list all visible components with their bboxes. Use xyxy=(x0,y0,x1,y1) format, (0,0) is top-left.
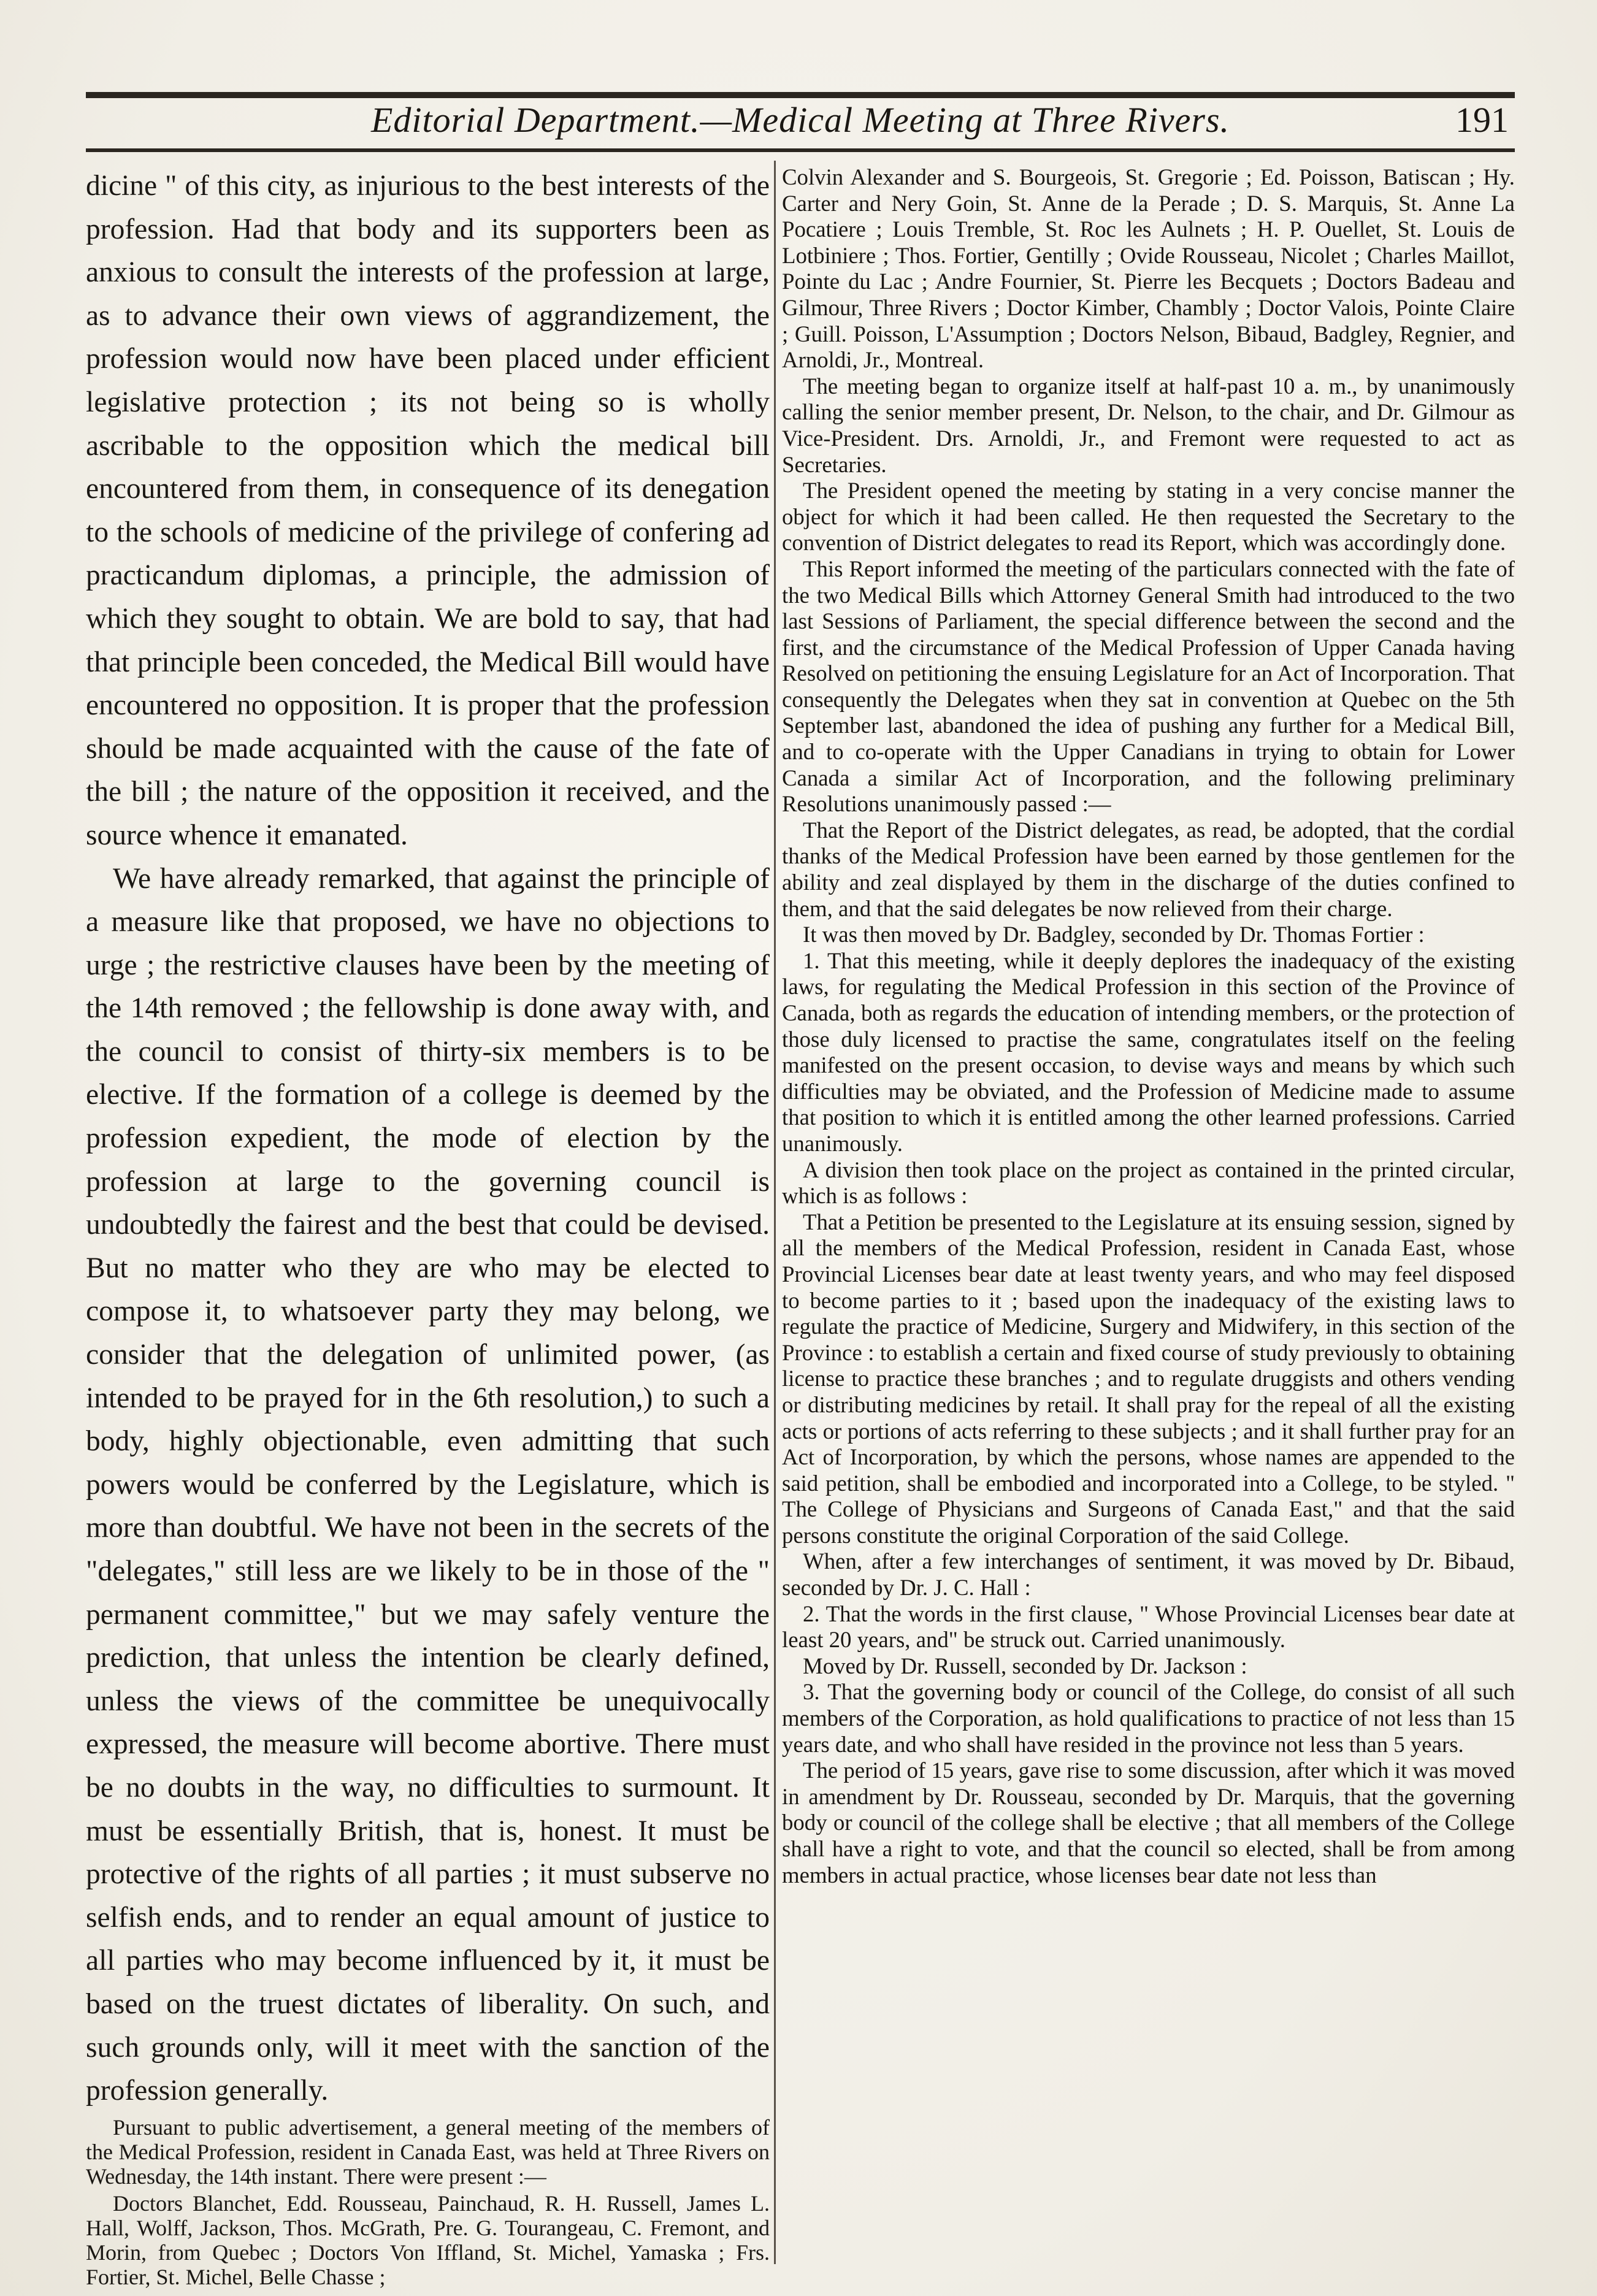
column-divider xyxy=(774,161,776,2264)
right-paragraph: When, after a few interchanges of sentiment, it was moved by Dr. Bibaud, seconded by Dr. J. C. Hall : xyxy=(782,1548,1515,1601)
right-paragraph: The period of 15 years, gave rise to some discussion, after which it was moved in amendment by Dr. Rousseau, seconded by Dr. Marquis, that the governing body or council of the college shall be elective ; that all members of the College shall have a right to vote, and that the council so elected, shall be from among members in actual practice, whose licenses bear date not less than xyxy=(782,1758,1515,1888)
running-head: Editorial Department.—Medical Meeting at Three Rivers. xyxy=(370,100,1230,140)
right-paragraph: Moved by Dr. Russell, seconded by Dr. Jackson : xyxy=(803,1653,1247,1678)
resolution-text: 2. That the words in the first clause, " Whose Provincial Licenses bear date at least 20 years, and" be struck out. Carried unanimously. xyxy=(782,1601,1515,1653)
meeting-notice: Pursuant to public advertisement, a general meeting of the members of the Medical Profession, resident in Canada East, was held at Three Rivers on Wednesday, the 14th instant. There were present :— xyxy=(86,2114,770,2189)
page-header xyxy=(86,99,1515,148)
right-paragraph: It was then moved by Dr. Badgley, seconded by Dr. Thomas Fortier : xyxy=(803,922,1425,947)
right-paragraph: A division then took place on the project as contained in the printed circular, which is as follows : xyxy=(782,1157,1515,1209)
top-decorative-rule xyxy=(86,92,1515,98)
page-number: 191 xyxy=(1455,100,1509,140)
resolution-text: That the Report of the District delegates, as read, be adopted, that the cordial thanks of the Medical Profession have been earned by those gentlemen for the ability and zeal displayed by them in the discharge of the duties confined to them, and that the said delegates be now relieved from their charge. xyxy=(782,817,1515,921)
attendee-list-continued: Colvin Alexander and S. Bourgeois, St. Gregorie ; Ed. Poisson, Batiscan ; Hy. Carter and Nery Goin, St. Anne de la Perade ; D. S. Marquis, St. Anne La Pocatiere ; Louis Tremble, St. Roc les Aulnets ; H. P. Ouellet, St. Louis de Lotbiniere ; Thos. Fortier, Gentilly ; Ovide Rousseau, Nicolet ; Charles Maillot, Pointe du Lac ; Andre Fournier, St. Pierre les Becquets ; Doctors Badeau and Gilmour, Three Rivers ; Doctor Kimber, Chambly ; Doctor Valois, Pointe Claire ; Guill. Poisson, L'Assumption ; Doctors Nelson, Bibaud, Badgley, Regnier, and Arnoldi, Jr., Montreal. xyxy=(782,164,1515,373)
left-paragraph: We have already remarked, that against the principle of a measure like that proposed, we have no objections to urge ; the restrictive clauses have been by the meeting of the 14th removed ; the fellowship is done away with, and the council to consist of thirty-six members is to be elective. If the formation of a college is deemed by the profession expedient, the mode of election by the profession at large to the governing council is undoubtedly the fairest and the best that could be devised. But no matter who they are who may be elected to compose it, to whatsoever party they may belong, we consider that the delegation of unlimited power, (as intended to be prayed for in the 6th resolution,) to such a body, highly objectionable, even admitting that such powers would be conferred by the Legislature, which is more than doubtful. We have not been in the secrets of the "delegates," still less are we likely to be in those of the " permanent committee," but we may safely venture the prediction, that unless the intention be clearly defined, unless the views of the committee be unequivocally expressed, the measure will become abortive. There must be no doubts in the way, no difficulties to surmount. It must be essentially British, that is, honest. It must be protective of the rights of all parties ; it must subserve no selfish ends, and to render an equal amount of justice to all parties who may become influenced by it, it must be based on the truest dictates of liberality. On such, and such grounds only, will it meet with the sanction of the profession generally. xyxy=(86,862,770,2107)
right-paragraph: This Report informed the meeting of the particulars connected with the fate of the two Medical Bills which Attorney General Smith had introduced to the two last Sessions of Parliament, the special difference between the second and the first, and the circumstance of the Medical Profession of Upper Canada having Resolved on petitioning the ensuing Legislature for an Act of Incorporation. That consequently the Delegates when they sat in convention at Quebec on the 5th September last, abandoned the idea of pushing any further for a Medical Bill, and to co-operate with the Upper Canadians in trying to obtain for Lower Canada a similar Act of Incorporation, and the following preliminary Resolutions unanimously passed :— xyxy=(782,556,1515,817)
attendee-list: Doctors Blanchet, Edd. Rousseau, Painchaud, R. H. Russell, James L. Hall, Wolff, Jackson, Thos. McGrath, Pre. G. Tourangeau, C. Fremont, and Morin, from Quebec ; Doctors Von Iffland, St. Michel, Yamaska ; Frs. Fortier, St. Michel, Belle Chasse ; xyxy=(86,2191,770,2289)
left-column xyxy=(86,164,770,2289)
resolution-text: 1. That this meeting, while it deeply deplores the inadequacy of the existing laws, for regulating the Medical Profession in this section of the Province of Canada, both as regards the education of intending members, or the protection of those duly licensed to practise the same, congratulates itself on the feeling manifested on the present occasion, to devise ways and means by which such difficulties may be obviated, and the Profession of Medicine made to assume that position to which it is entitled among the other learned professions. Carried unanimously. xyxy=(782,947,1515,1156)
right-paragraph: The meeting began to organize itself at half-past 10 a. m., by unanimously calling the senior member present, Dr. Nelson, to the chair, and Dr. Gilmour as Vice-President. Drs. Arnoldi, Jr., and Fremont were requested to act as Secretaries. xyxy=(782,373,1515,477)
resolution-text: That a Petition be presented to the Legislature at its ensuing session, signed by all the members of the Medical Profession, resident in Canada East, whose Provincial Licenses bear date at least twenty years, and who may feel disposed to become parties to it ; based upon the inadequacy of the existing laws to regulate the practice of Medicine, Surgery and Midwifery, in this section of the Province : to establish a certain and fixed course of study previously to obtaining license to practice these branches ; and to regulate druggists and others vending or distributing medicines by retail. It shall pray for the repeal of all the existing acts or portions of acts referring to these subjects ; and it shall further pray for an Act of Incorporation, by which the persons, whose names are appended to the said petition, shall be embodied and incorporated into a College, to be styled. " The College of Physicians and Surgeons of Canada East," and that the said persons constitute the original Corporation of the said College. xyxy=(782,1209,1515,1548)
left-paragraph: dicine " of this city, as injurious to the best interests of the profession. Had that body and its supporters been as anxious to consult the interests of the profession at large, as to advance their own views of aggrandizement, the profession would now have been placed under efficient legislative protection ; its not being so is wholly ascribable to the opposition which the medical bill encountered from them, in consequence of its denegation to the schools of medicine of the privilege of confering ad practicandum diplomas, a principle, the admission of which they sought to obtain. We are bold to say, that had that principle been conceded, the Medical Bill would have encountered no opposition. It is proper that the profession should be made acquainted with the cause of the fate of the bill ; the nature of the opposition it received, and the source whence it emanated. xyxy=(86,170,770,851)
right-paragraph: The President opened the meeting by stating in a very concise manner the object for which it had been called. He then requested the Secretary to the convention of District delegates to read its Report, which was accordingly done. xyxy=(782,478,1515,556)
header-rule xyxy=(86,148,1515,152)
resolution-text: 3. That the governing body or council of the College, do consist of all such members of the Corporation, as hold qualifications to practice of not less than 15 years date, and who shall have resided in the province not less than 5 years. xyxy=(782,1679,1515,1757)
right-column xyxy=(782,164,1515,2274)
